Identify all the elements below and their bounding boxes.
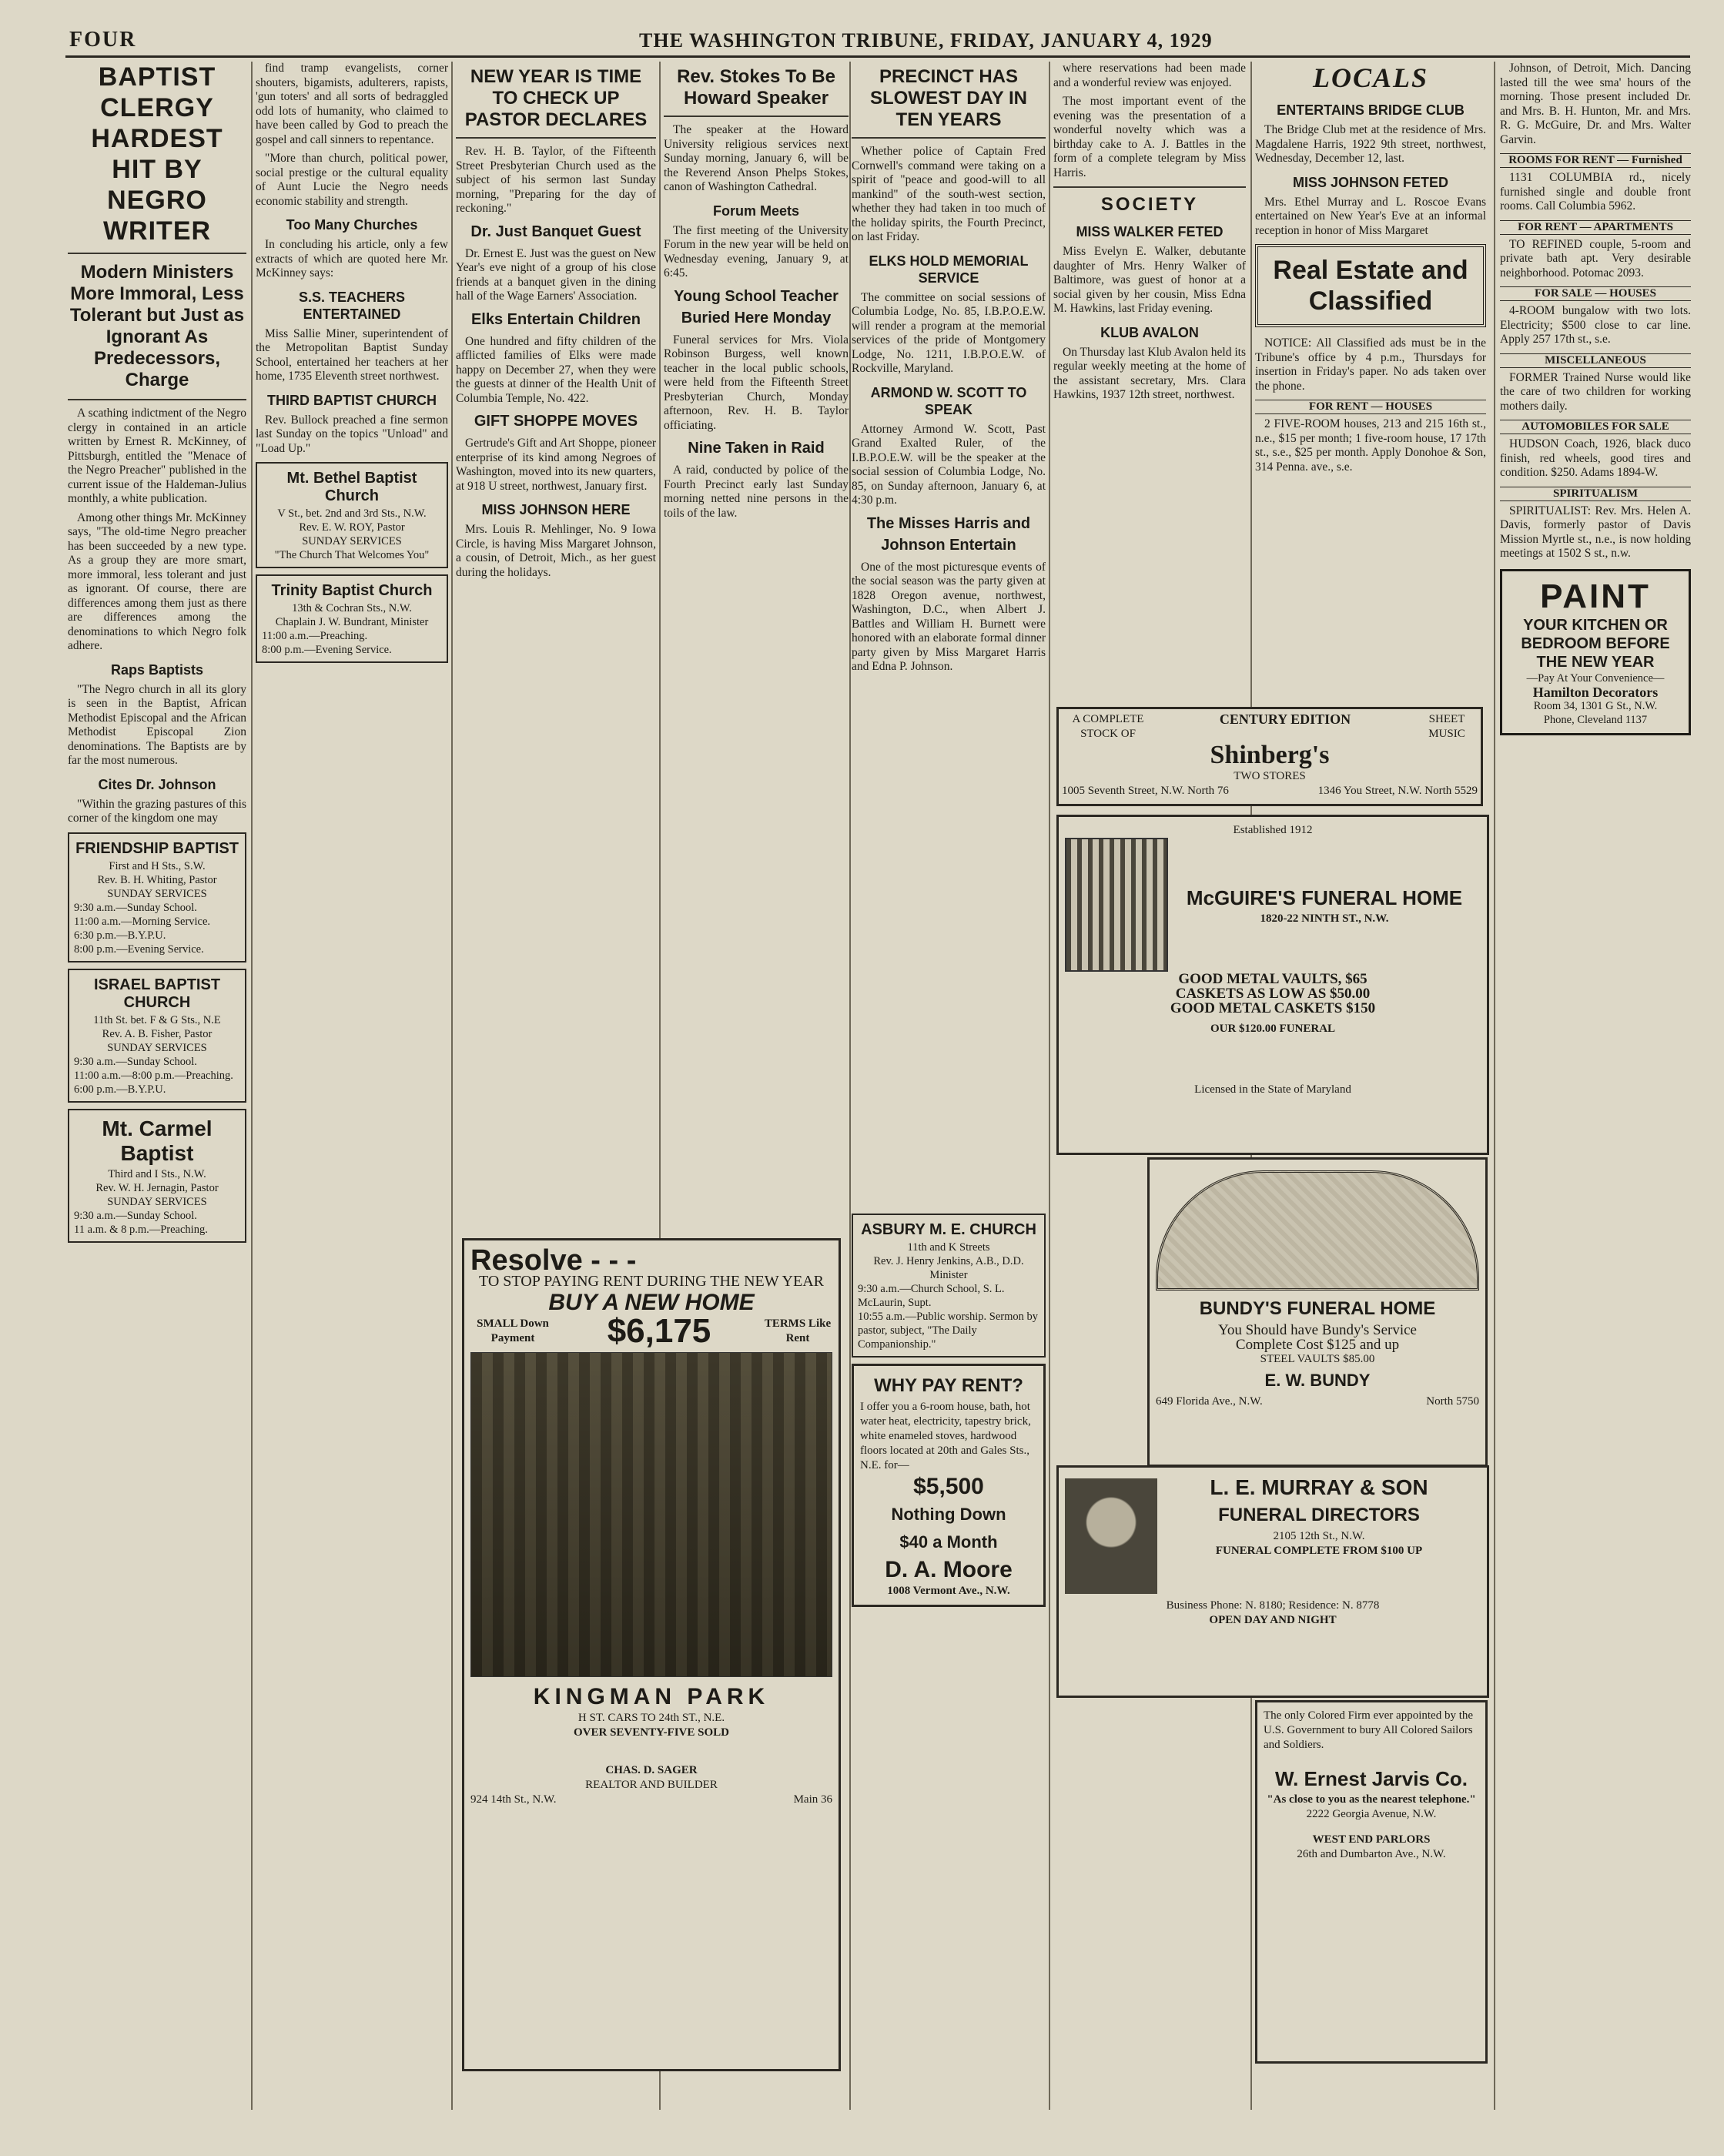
ad-address: 2105 12th St., N.W.	[1273, 1530, 1365, 1542]
subhead-raps-baptists: Raps Baptists	[110, 661, 204, 678]
article-paragraph: Whether police of Captain Fred Cornwell's command were taking on a spirit of "peace and good-will to all mankind" of the south-west section, whether they had taken in too much of the holiday spirits, the Fourth Precinct, on last Friday.	[852, 145, 1046, 243]
church-ad-israel-baptist	[68, 969, 246, 1103]
ad-address: 2222 Georgia Avenue, N.W.	[1306, 1808, 1437, 1820]
church-address: Third and I Sts., N.W.	[108, 1167, 206, 1180]
article-paragraph: "Within the grazing pastures of this corner of the kingdom one may	[68, 797, 246, 825]
ad-address: Room 34, 1301 G St., N.W.	[1533, 699, 1658, 712]
column-5	[852, 62, 1046, 2125]
ad-line: GOOD METAL CASKETS $150	[1170, 1000, 1376, 1016]
ad-bundy-name: BUNDY'S FUNERAL HOME	[1199, 1298, 1436, 1319]
subhead-ss-teachers: S.S. TEACHERS ENTERTAINED	[298, 289, 406, 322]
church-ad-friendship-baptist	[68, 832, 246, 962]
headline-dr-just: Dr. Just Banquet Guest	[470, 223, 641, 240]
ad-address: 924 14th St., N.W.	[470, 1793, 557, 1806]
ad-address: 26th and Dumbarton Ave., N.W.	[1297, 1848, 1446, 1860]
church-pastor: Rev. E. W. ROY, Pastor	[299, 521, 405, 534]
rule	[1053, 186, 1246, 188]
article-paragraph: Among other things Mr. McKinney says, "The old-time Negro preacher has been succeeded by a new type. As a group they are more smart, more immoral, less tolerant and just as ignorant. Of course, there are differences among them just as there are differences among the denominations to which Negro folk adhere.	[68, 511, 246, 652]
subhead-third-baptist: THIRD BAPTIST CHURCH	[267, 392, 437, 408]
rule	[664, 116, 849, 117]
headline-new-year: NEW YEAR IS TIME TO CHECK UP PASTOR DECLARES	[464, 66, 648, 130]
ad-line: Complete Cost $125 and up	[1235, 1337, 1400, 1353]
ad-price: $6,175	[607, 1312, 711, 1350]
ad-store: 1346 You Street, N.W. North 5529	[1317, 785, 1478, 797]
headline-rev-stokes: Rev. Stokes To Be Howard Speaker	[677, 66, 835, 109]
services-label: SUNDAY SERVICES	[302, 535, 402, 547]
classified-ad: 2 FIVE-ROOM houses, 213 and 215 16th st., n.e., $15 per month; 1 five-room house, 17 17th st., s.e., $25 per month. Apply Donohoe & Son, 314 Penna. ave., s.e.	[1255, 417, 1486, 474]
article-paragraph: Mrs. Ethel Murray and L. Roscoe Evans entertained on New Year's Eve at an informal reception in honor of Miss Margaret	[1255, 195, 1486, 237]
subhead-cites-dr-johnson: Cites Dr. Johnson	[98, 776, 216, 792]
church-pastor: Chaplain J. W. Bundrant, Minister	[275, 616, 429, 628]
ad-resolve: Resolve - - -	[470, 1244, 637, 1277]
ad-mcguire-name: McGUIRE'S FUNERAL HOME	[1186, 886, 1463, 909]
church-pastor: Rev. W. H. Jernagin, Pastor	[95, 1181, 219, 1194]
article-paragraph: "The Negro church in all its glory is seen in the Baptist, African Methodist Episcopal and the African Methodist Episcopal Zion denominations. The Baptists are by far the most numerous.	[68, 682, 246, 767]
ad-line: OUR $120.00 FUNERAL	[1210, 1023, 1336, 1035]
services-label: SUNDAY SERVICES	[107, 1195, 207, 1208]
classified-ad: SPIRITUALIST: Rev. Mrs. Helen A. Davis, formerly pastor of Davis Mission Myrtle st., n.e., is now holding meetings at 1502 S st., n.w.	[1500, 504, 1691, 560]
subhead-miss-walker: MISS WALKER FETED	[1076, 224, 1224, 239]
ad-phone: Main 36	[793, 1793, 832, 1806]
masthead	[0, 23, 1724, 57]
ad-phone: Business Phone: N. 8180; Residence: N. 8778	[1166, 1599, 1380, 1612]
headline-baptist-clergy: BAPTIST CLERGY HARDEST HIT BY NEGRO WRITER	[91, 62, 223, 246]
ad-line: —Pay At Your Convenience—	[1526, 671, 1665, 685]
service-line: 10:55 a.m.—Public worship. Sermon by pastor, subject, "The Daily Companionship."	[858, 1310, 1039, 1351]
classified-category: FOR RENT — APARTMENTS	[1500, 220, 1691, 235]
headline-misses-harris: The Misses Harris and Johnson Entertain	[866, 514, 1031, 554]
ad-line: Nothing Down	[891, 1504, 1006, 1524]
ad-line: Established 1912	[1233, 824, 1313, 836]
row-houses-photo	[470, 1352, 832, 1677]
headline-nine-raid: Nine Taken in Raid	[688, 440, 825, 457]
ad-body: The only Colored Firm ever appointed by the U.S. Government to bury All Colored Sailors and Soldiers.	[1264, 1709, 1474, 1751]
column-7	[1255, 62, 1486, 693]
masthead-title: THE WASHINGTON TRIBUNE, FRIDAY, JANUARY 4, 1929	[639, 29, 1213, 52]
ad-kingman-name: KINGMAN PARK	[533, 1684, 770, 1709]
section-society: SOCIETY	[1100, 194, 1199, 215]
article-paragraph: find tramp evangelists, corner shouters, bigamists, adulterers, rapists, 'gun toters' and all sorts of bedraggled odd lots of humanity, who claimed to have been called by God to preach the gospel and call sinners to repentance.	[256, 62, 448, 146]
classified-category: MISCELLANEOUS	[1500, 353, 1691, 368]
ad-line: SHEET MUSIC	[1428, 713, 1465, 740]
arch-illustration	[1156, 1170, 1479, 1291]
ad-line: H ST. CARS TO 24th ST., N.E.	[577, 1712, 725, 1724]
ad-jarvis-name: W. Ernest Jarvis Co.	[1275, 1767, 1468, 1790]
service-line: 11:00 a.m.—Morning Service.	[74, 915, 211, 928]
church-pastor: Rev. B. H. Whiting, Pastor	[97, 873, 217, 886]
classified-ad: TO REFINED couple, 5-room and private bath apt. Very desirable neighborhood. Potomac 2093.	[1500, 237, 1691, 280]
ad-line: $40 a Month	[899, 1532, 998, 1552]
article-paragraph: On Thursday last Klub Avalon held its regular weekly meeting at the home of the assistant secretary, Mrs. Clara Hawkins, 1937 12th street, northwest.	[1053, 345, 1246, 401]
classified-notice: NOTICE: All Classified ads must be in the Tribune's office by 4 p.m., Thursdays for insertion in Friday's paper. No ads taken over the phone.	[1255, 336, 1486, 393]
headline-gift-shoppe: GIFT SHOPPE MOVES	[474, 413, 638, 430]
portrait-photo	[1065, 1478, 1157, 1594]
ad-line: FUNERAL COMPLETE FROM $100 UP	[1215, 1545, 1423, 1557]
ad-line: A COMPLETE STOCK OF	[1072, 713, 1144, 740]
services-label: SUNDAY SERVICES	[107, 887, 207, 900]
church-address: 11th and K Streets	[907, 1240, 990, 1254]
church-name: Trinity Baptist Church	[271, 582, 433, 599]
subhead-klub-avalon: KLUB AVALON	[1100, 324, 1199, 340]
service-line: 11:00 a.m.—8:00 p.m.—Preaching.	[74, 1069, 233, 1082]
church-name: ASBURY M. E. CHURCH	[861, 1220, 1036, 1238]
ad-agent: CHAS. D. SAGER	[605, 1764, 698, 1776]
subhead-armond-scott: ARMOND W. SCOTT TO SPEAK	[870, 384, 1027, 417]
ad-line: OVER SEVENTY-FIVE SOLD	[574, 1726, 729, 1739]
ad-price: $5,500	[913, 1473, 984, 1499]
ad-name: D. A. Moore	[885, 1556, 1013, 1582]
article-paragraph: The most important event of the evening was the presentation of a wonderful novelty which was a birthday cake to A. J. Battles in the form of a complete telegram by Miss Harris.	[1053, 95, 1246, 179]
classified-ad: FORMER Trained Nurse would like the care of two children for working mothers daily.	[1500, 370, 1691, 413]
church-name: ISRAEL BAPTIST CHURCH	[93, 976, 221, 1011]
article-paragraph: Miss Sallie Miner, superintendent of the Metropolitan Baptist Sunday School, entertained her teachers at her home, 1735 Eleventh street northwest.	[256, 326, 448, 383]
service-line: 9:30 a.m.—Sunday School.	[74, 1055, 197, 1068]
column-divider	[849, 62, 851, 2110]
service-line: 9:30 a.m.—Church School, S. L. McLaurin, Supt.	[858, 1282, 1005, 1309]
ad-question: WHY PAY RENT?	[874, 1374, 1023, 1396]
church-pastor: Rev. J. Henry Jenkins, A.B., D.D.	[873, 1254, 1024, 1267]
ad-license: Licensed in the State of Maryland	[1194, 1083, 1351, 1096]
ad-mcguires-funeral	[1056, 815, 1489, 1155]
ad-line: YOUR KITCHEN OR BEDROOM BEFORE THE NEW YEAR	[1521, 616, 1670, 671]
ad-line: TWO STORES	[1234, 770, 1306, 782]
ad-down-payment: SMALL Down Payment	[477, 1317, 549, 1344]
church-name: Mt. Carmel Baptist	[102, 1116, 213, 1165]
rule	[456, 137, 656, 139]
ad-bundys-funeral	[1147, 1157, 1488, 1467]
ad-d-a-moore	[852, 1364, 1046, 1607]
service-line: 11:00 a.m.—Preaching.	[262, 630, 368, 642]
classified-category: FOR RENT — HOUSES	[1255, 400, 1486, 414]
article-paragraph: One hundred and fifty children of the afflicted families of Elks were made happy on December 27, when they were the guests at dinner of the Health Unit of Columbia Temple, No. 422.	[456, 334, 656, 405]
church-ad-trinity-baptist	[256, 574, 448, 663]
service-line: 8:00 p.m.—Evening Service.	[74, 942, 204, 956]
article-paragraph: Johnson, of Detroit, Mich. Dancing lasted till the wee sma' hours of the morning. Those present included Dr. and Mrs. B. H. Hunton, Mr. and Mrs. R. G. McGuire, Dr. and Mrs. Walter Garvin.	[1500, 62, 1691, 146]
deck-modern-ministers: Modern Ministers More Immoral, Less Tolerant but Just as Ignorant As Predecessors, Charge	[69, 262, 245, 390]
column-divider	[251, 62, 253, 2110]
service-line: 11 a.m. & 8 p.m.—Preaching.	[74, 1223, 208, 1236]
article-paragraph: Attorney Armond W. Scott, Past Grand Exalted Ruler, of the I.B.P.O.E.W. will be the speaker at the social session of Columbia Lodge, No. 85, on Sunday afternoon, January 6, at 4:30 p.m.	[852, 422, 1046, 507]
ad-line: FUNERAL DIRECTORS	[1218, 1505, 1420, 1525]
subhead-miss-johnson-feted: MISS JOHNSON FETED	[1292, 174, 1449, 190]
ad-store: 1005 Seventh Street, N.W. North 76	[1062, 785, 1229, 797]
column-divider	[451, 62, 453, 2110]
article-paragraph: The Bridge Club met at the residence of Mrs. Magdalene Harris, 1922 9th street, northwest, Wednesday, December 12, last.	[1255, 123, 1486, 165]
church-address: 11th St. bet. F & G Sts., N.E	[93, 1013, 221, 1026]
rule	[852, 137, 1046, 139]
column-divider	[1494, 62, 1495, 2110]
ad-murray-name: L. E. MURRAY & SON	[1210, 1475, 1428, 1499]
ad-kingman-park	[462, 1238, 841, 2071]
article-paragraph: Miss Evelyn E. Walker, debutante daughter of Mrs. Henry Walker of Baltimore, was guest of honor at a social given by her cousin, Miss Edna M. Hawkins, last Friday evening.	[1053, 245, 1246, 315]
subhead-forum-meets: Forum Meets	[712, 203, 800, 219]
column-1	[68, 62, 246, 2125]
church-name: Mt. Bethel Baptist Church	[286, 470, 417, 504]
masthead-rule	[65, 55, 1690, 58]
church-address: First and H Sts., S.W.	[109, 859, 206, 872]
ad-phone: Phone, Cleveland 1137	[1543, 713, 1648, 726]
headline-precinct: PRECINCT HAS SLOWEST DAY IN TEN YEARS	[869, 66, 1028, 130]
ad-terms: TERMS Like Rent	[764, 1317, 832, 1344]
ad-phone: North 5750	[1426, 1395, 1479, 1408]
article-paragraph: The speaker at the Howard University religious services next Sunday morning, January 6, will be the Reverend Anson Phelps Stokes, canon of Washington Cathedral.	[664, 123, 849, 193]
classified-category: FOR SALE — HOUSES	[1500, 286, 1691, 301]
ad-line: You Should have Bundy's Service	[1218, 1322, 1417, 1338]
classified-ad: 1131 COLUMBIA rd., nicely furnished single and double front rooms. Call Columbia 5962.	[1500, 171, 1691, 213]
ad-line: CENTURY EDITION	[1219, 711, 1351, 727]
column-2	[256, 62, 448, 2125]
section-locals: LOCALS	[1312, 62, 1429, 93]
subhead-miss-johnson: MISS JOHNSON HERE	[481, 502, 631, 517]
church-ad-mt-bethel	[256, 462, 448, 568]
article-paragraph: One of the most picturesque events of the social season was the party given at 1828 Oregon avenue, northwest, Washington, D.C., when Albert J. Battles and William H. Burnett were honored with an elaborate formal dinner party given by Miss Margaret Harris and Edna P. Johnson.	[852, 560, 1046, 673]
service-line: 6:00 p.m.—B.Y.P.U.	[74, 1083, 166, 1096]
article-paragraph: Dr. Ernest E. Just was the guest on New Year's eve night of a group of his close friends at a banquet given in the dining hall of the Wage Earners' Association.	[456, 246, 656, 303]
subhead-elks-memorial: ELKS HOLD MEMORIAL SERVICE	[869, 253, 1029, 286]
ad-shinberg-name: Shinberg's	[1210, 741, 1330, 769]
article-paragraph: A raid, conducted by police of the Fourth Precinct early last Sunday morning netted nine persons in the toils of the law.	[664, 464, 849, 520]
article-paragraph: Mrs. Louis R. Mehlinger, No. 9 Iowa Circle, is having Miss Margaret Johnson, a cousin, of Detroit, Mich., as her guest during the holidays.	[456, 523, 656, 579]
headline-young-teacher: Young School Teacher Buried Here Monday	[674, 287, 839, 326]
page-number: FOUR	[69, 28, 137, 52]
classified-banner: Real Estate and Classified	[1255, 244, 1486, 327]
headline-elks-children: Elks Entertain Children	[470, 310, 641, 328]
ad-paint-headline: PAINT	[1540, 577, 1651, 615]
ad-line: WEST END PARLORS	[1312, 1833, 1431, 1846]
ad-address: 1008 Vermont Ave., N.W.	[887, 1584, 1010, 1597]
ad-buy-home: BUY A NEW HOME	[548, 1290, 755, 1315]
article-paragraph: Gertrude's Gift and Art Shoppe, pioneer enterprise of its kind among Negroes of Washington, moved into its new quarters, at 918 U street, northwest, January first.	[456, 437, 656, 493]
church-pastor: Rev. A. B. Fisher, Pastor	[102, 1027, 213, 1040]
classified-category: ROOMS FOR RENT — Furnished	[1500, 153, 1691, 168]
ad-body: I offer you a 6-room house, bath, hot water heat, electricity, tapestry brick, white enameled stoves, hardwood floors located at 20th and Gales Sts., N.E. for—	[860, 1400, 1031, 1471]
article-paragraph: A scathing indictment of the Negro clergy in contained in an article written by Ernest R. McKinney, of Pittsburgh, entitled the "Menace of the Negro Preacher" published in the current issue of the Haldeman-Julius monthly, a white publication.	[68, 407, 246, 505]
church-address: 13th & Cochran Sts., N.W.	[292, 602, 412, 614]
classified-category: SPIRITUALISM	[1500, 487, 1691, 501]
ad-line: TO STOP PAYING RENT DURING THE NEW YEAR	[478, 1273, 824, 1290]
subhead-bridge-club: ENTERTAINS BRIDGE CLUB	[1277, 102, 1465, 118]
ad-proprietor: E. W. BUNDY	[1264, 1371, 1371, 1390]
ad-address: 649 Florida Ave., N.W.	[1156, 1395, 1263, 1408]
article-paragraph: "More than church, political power, social prestige or the cultural equality of Aunt Lucie the Negro needs economic stability and strength.	[256, 152, 448, 208]
ad-murray-funeral	[1056, 1465, 1489, 1698]
ad-jarvis-co	[1255, 1700, 1488, 2064]
subhead-too-many-churches: Too Many Churches	[286, 217, 418, 233]
candelabra-illustration	[1065, 838, 1168, 972]
classified-ad: HUDSON Coach, 1926, black duco finish, red wheels, good tires and condition. $250. Adams 1894-W.	[1500, 437, 1691, 479]
service-line: 6:30 p.m.—B.Y.P.U.	[74, 929, 166, 942]
church-ad-mt-carmel	[68, 1109, 246, 1243]
service-line: 9:30 a.m.—Sunday School.	[74, 901, 197, 914]
rule	[68, 253, 246, 254]
article-paragraph: The first meeting of the University Forum in the new year will be held on Wednesday evening, January 9, at 6:45.	[664, 223, 849, 280]
service-line: 9:30 a.m.—Sunday School.	[74, 1209, 197, 1222]
ad-line: OPEN DAY AND NIGHT	[1209, 1614, 1337, 1626]
ad-shinbergs	[1056, 707, 1483, 806]
services-label: SUNDAY SERVICES	[107, 1041, 207, 1054]
column-8	[1500, 62, 1691, 2125]
ad-line: CASKETS AS LOW AS $50.00	[1175, 986, 1371, 1002]
church-name: FRIENDSHIP BAPTIST	[75, 839, 239, 857]
ad-line: REALTOR AND BUILDER	[585, 1779, 718, 1791]
church-role: Minister	[929, 1268, 968, 1281]
ad-line: STEEL VAULTS $85.00	[1260, 1353, 1375, 1365]
article-paragraph: Rev. H. B. Taylor, of the Fifteenth Street Presbyterian Church used as the subject of his sermon last Sunday morning, "Preparing for the day of reckoning."	[456, 145, 656, 215]
classified-ad: 4-ROOM bungalow with two lots. Electricity; $500 close to car line. Apply 257 17th st., s.e.	[1500, 304, 1691, 346]
church-ad-asbury	[852, 1214, 1046, 1358]
classified-category: AUTOMOBILES FOR SALE	[1500, 420, 1691, 434]
ad-line: GOOD METAL VAULTS, $65	[1178, 971, 1367, 987]
ad-hamilton-paint	[1500, 569, 1691, 735]
rule	[68, 399, 246, 400]
article-paragraph: where reservations had been made and a wonderful review was enjoyed.	[1053, 62, 1246, 89]
article-paragraph: In concluding his article, only a few extracts of which are quoted here Mr. McKinney says:	[256, 238, 448, 280]
article-paragraph: The committee on social sessions of Columbia Lodge, No. 85, I.B.P.O.E.W. will render a program at the memorial services of the pride of Montgomery Lodge, No. 1211, I.B.P.O.E.W. of Rockville, Maryland.	[852, 290, 1046, 375]
service-line: 8:00 p.m.—Evening Service.	[262, 644, 392, 656]
church-motto: "The Church That Welcomes You"	[274, 549, 430, 561]
ad-name: Hamilton Decorators	[1532, 684, 1659, 700]
column-divider	[1049, 62, 1050, 2110]
ad-line: "As close to you as the nearest telephone."	[1267, 1793, 1476, 1806]
church-address: V St., bet. 2nd and 3rd Sts., N.W.	[277, 507, 427, 520]
article-paragraph: Rev. Bullock preached a fine sermon last Sunday on the topics "Unload" and "Load Up."	[256, 413, 448, 455]
ad-address: 1820-22 NINTH ST., N.W.	[1260, 912, 1389, 925]
article-paragraph: Funeral services for Mrs. Viola Robinson Burgess, well known teacher in the local public schools, were held from the Fifteenth Street Presbyterian Church, Monday afternoon, Rev. H. B. Taylor officiating.	[664, 333, 849, 432]
